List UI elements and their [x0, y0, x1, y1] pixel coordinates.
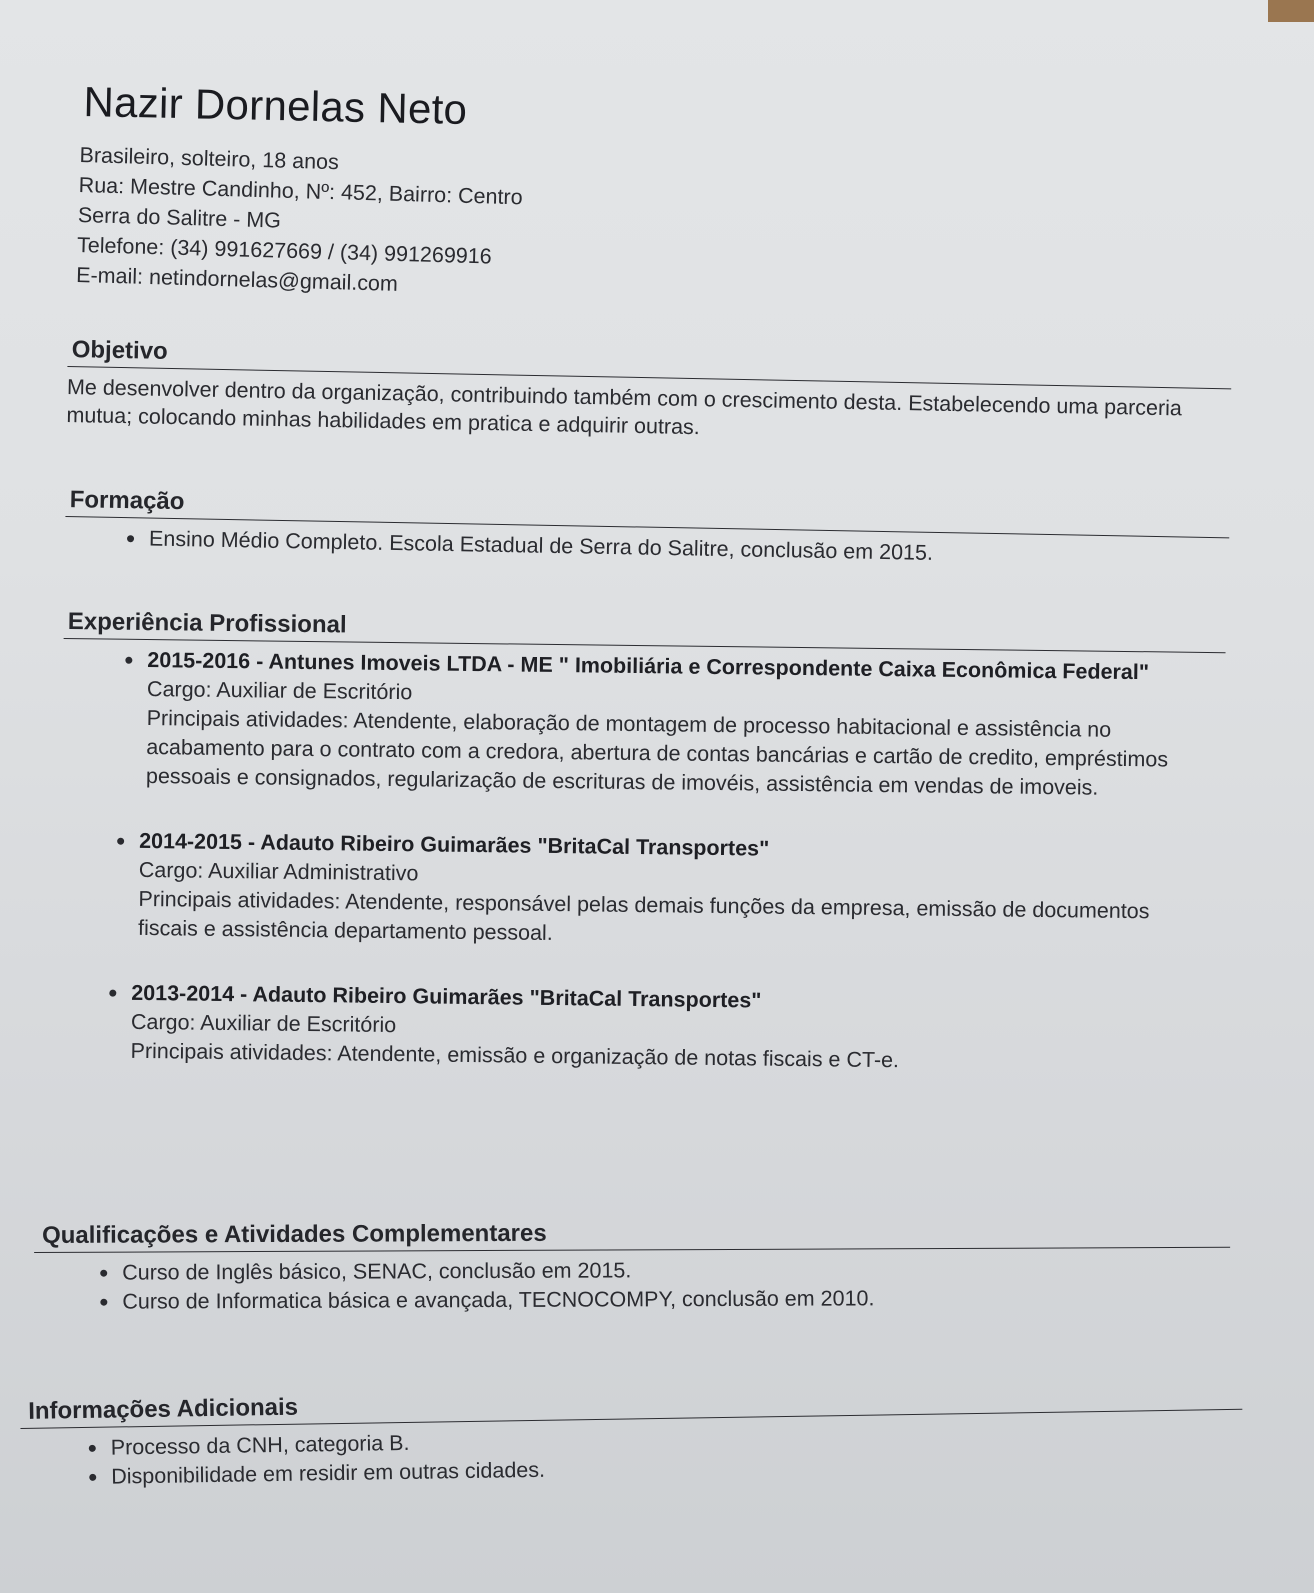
job-title: 2015-2016 - Antunes Imoveis LTDA - ME " Imobiliária e Correspondente Caixa Econômica Federal"	[147, 648, 1150, 685]
section-formacao	[65, 486, 1230, 573]
city-line: Serra do Salitre - MG	[77, 202, 282, 233]
background-corner	[1268, 0, 1314, 22]
job-cargo: Cargo: Auxiliar de Escritório	[130, 1009, 397, 1038]
section-heading: Objetivo	[67, 336, 1231, 389]
list-item: Processo da CNH, categoria B.	[111, 1416, 1243, 1463]
email-line: E-mail: netindornelas@gmail.com	[75, 262, 399, 296]
section-heading: Informações Adicionais	[20, 1379, 1242, 1429]
bullet-icon	[127, 535, 134, 542]
personal-info: Brasileiro, solteiro, 18 anos	[79, 142, 340, 175]
section-adicionais	[20, 1379, 1243, 1493]
bullet-icon	[89, 1474, 96, 1481]
job-entry	[146, 646, 1214, 804]
job-cargo: Cargo: Auxiliar Administrativo	[138, 857, 419, 886]
job-entry	[138, 827, 1211, 956]
job-activities: Principais atividades: Atendente, responsável pelas demais funções da empresa, emissão de documentos fiscais e assistência departamento pessoal.	[137, 886, 1150, 945]
section-experiencia	[58, 608, 1226, 1115]
objective-text: Me desenvolver dentro da organização, contribuindo também com o crescimento desta. Estabelecendo uma parceria mutua; colocando minhas habilidades em pratica e adquirir outras.	[66, 374, 1183, 440]
bullet-icon	[117, 838, 124, 845]
list-item: Curso de Informatica básica e avançada, TECNOCOMPY, conclusão em 2010.	[122, 1283, 1230, 1317]
job-title: 2013-2014 - Adauto Ribeiro Guimarães "BritaCal Transportes"	[131, 980, 762, 1013]
contact-details	[76, 140, 524, 302]
bullet-icon	[100, 1299, 107, 1306]
section-heading: Experiência Profissional	[64, 608, 1226, 653]
job-cargo: Cargo: Auxiliar de Escritório	[146, 677, 413, 705]
job-title: 2014-2015 - Adauto Ribeiro Guimarães "BritaCal Transportes"	[139, 828, 770, 861]
bullet-icon	[89, 1445, 96, 1452]
bullet-icon	[125, 657, 132, 664]
section-heading: Formação	[65, 486, 1229, 538]
job-entry	[130, 979, 1209, 1079]
list-item: Curso de Inglês básico, SENAC, conclusão em 2015.	[122, 1254, 1230, 1288]
bullet-icon	[100, 1270, 107, 1277]
section-heading: Qualificações e Atividades Complementares	[34, 1217, 1230, 1253]
phone-line: Telefone: (34) 991627669 / (34) 991269916	[76, 232, 493, 269]
job-activities: Principais atividades: Atendente, elaboração de montagem de processo habitacional e assistência no acabamento para o contrato com a credora, abertura de contas bancárias e cartão de credito, empréstimos pessoais e consignados, regularização de escrituras de imovéis, assistência em vendas de imoveis.	[145, 706, 1169, 800]
list-item: Ensino Médio Completo. Escola Estadual de Serra do Salitre, conclusão em 2015.	[149, 525, 1229, 574]
section-objetivo	[66, 336, 1232, 451]
address-line: Rua: Mestre Candinho, Nº: 452, Bairro: Centro	[78, 172, 523, 210]
section-qualificacoes	[34, 1217, 1230, 1317]
list-item: Disponibilidade em residir em outras cidades.	[111, 1445, 1243, 1492]
job-activities: Principais atividades: Atendente, emissão e organização de notas fiscais e CT-e.	[130, 1038, 900, 1073]
bullet-icon	[109, 990, 116, 997]
candidate-name: Nazir Dornelas Neto	[83, 78, 468, 134]
